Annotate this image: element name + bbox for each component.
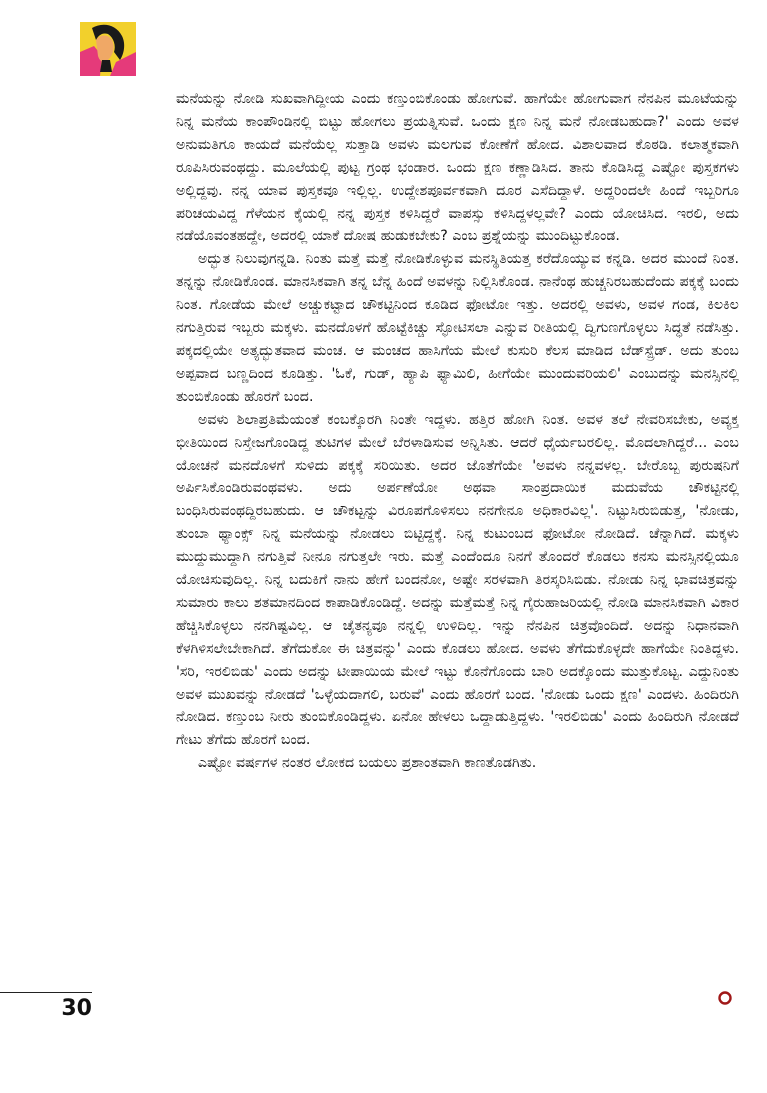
paragraph-3: ಅವಳು ಶಿಲಾಪ್ರತಿಮೆಯಂತೆ ಕಂಬಕ್ಕೊರಗಿ ನಿಂತೇ ಇದ್ದಳು. ಹತ್ತಿರ ಹೋಗಿ ನಿಂತ. ಅವಳ ತಲೆ ನೇವರಿಸಬೇಕು, ಅವ್ಯಕ್ತ ಭೀತಿಯಿಂದ ನಿಸ್ತೇಜಗೊಂಡಿದ್ದ ತುಟಿಗಳ ಮೇಲೆ ಬೆರಳಾಡಿಸುವ ಅನ್ನಿಸಿತು. ಆದರೆ ಧೈರ್ಯಬರಲಿಲ್ಲ. ಮೊದಲಾಗಿದ್ದರೆ... ಎಂಬ ಯೋಚನೆ ಮನದೊಳಗೆ ಸುಳಿದು ಪಕ್ಕಕ್ಕೆ ಸರಿಯಿತು. ಅದರ ಜೊತೆಗೆಯೇ 'ಅವಳು ನನ್ನವಳಲ್ಲ. ಬೇರೊಬ್ಬ ಪುರುಷನಿಗೆ ಅರ್ಪಿಸಿಕೊಂಡಿರುವಂಥವಳು. ಅದು ಅರ್ಪಣೆಯೋ ಅಥವಾ ಸಾಂಪ್ರದಾಯಿಕ ಮದುವೆಯ ಚೌಕಟ್ಟಿನಲ್ಲಿ ಬಂಧಿಸಿರುವಂಥದ್ದಿರಬಹುದು. ಆ ಚೌಕಟ್ಟನ್ನು ವಿರೂಪಗೊಳಿಸಲು ನನಗೇನೂ ಅಧಿಕಾರವಿಲ್ಲ'. ನಿಟ್ಟುಸಿರುಬಿಡುತ್ತ, 'ನೋಡು, ತುಂಬಾ ಥ್ಯಾಂಕ್ಸ್ ನಿನ್ನ ಮನೆಯನ್ನು ನೋಡಲು ಬಿಟ್ಟಿದ್ದಕ್ಕೆ. ನಿನ್ನ ಕುಟುಂಬದ ಫೋಟೋ ನೋಡಿದೆ. ಚೆನ್ನಾಗಿದೆ. ಮಕ್ಕಳು ಮುದ್ದುಮುದ್ದಾಗಿ ನಗುತ್ತಿವೆ ನೀನೂ ನಗುತ್ತಲೇ ಇರು. ಮತ್ತೆ ಎಂದೆಂದೂ ನಿನಗೆ ತೊಂದರೆ ಕೊಡಲು ಕನಸು ಮನಸ್ಸಿನಲ್ಲಿಯೂ ಯೋಚಿಸುವುದಿಲ್ಲ. ನಿನ್ನ ಬದುಕಿಗೆ ನಾನು ಹೇಗೆ ಬಂದನೋ, ಅಷ್ಟೇ ಸರಳವಾಗಿ ತಿರಸ್ಕರಿಸಿಬಿಡು. ನೋಡು ನಿನ್ನ ಭಾವಚಿತ್ರವನ್ನು ಸುಮಾರು ಕಾಲು ಶತಮಾನದಿಂದ ಕಾಪಾಡಿಕೊಂಡಿದ್ದೆ. ಅದನ್ನು ಮತ್ತೆಮತ್ತೆ ನಿನ್ನ ಗೈರುಹಾಜರಿಯಲ್ಲಿ ನೋಡಿ ಮಾನಸಿಕವಾಗಿ ವಿಕಾರ ಹೆಚ್ಚಿಸಿಕೊಳ್ಳಲು ನನಗಿಷ್ಟವಿಲ್ಲ. ಆ ಚೈತನ್ಯವೂ ನನ್ನಲ್ಲಿ ಉಳಿದಿಲ್ಲ. ಇನ್ನು ನೆನಪಿನ ಚಿತ್ರವೊಂದಿದೆ. ಅದನ್ನು ನಿಧಾನವಾಗಿ ಕೆಳಗಿಳಿಸಲೇಬೇಕಾಗಿದೆ. ತೆಗೆದುಕೋ ಈ ಚಿತ್ರವನ್ನು' ಎಂದು ಕೊಡಲು ಹೋದ. ಅವಳು ತೆಗೆದುಕೊಳ್ಳದೇ ಹಾಗೆಯೇ ನಿಂತಿದ್ದಳು. 'ಸರಿ, ಇರಲಿಬಿಡು' ಎಂದು ಅದನ್ನು ಟೀಪಾಯಿಯ ಮೇಲೆ ಇಟ್ಟು ಕೊನೆಗೊಂದು ಬಾರಿ ಅದಕ್ಕೊಂದು ಮುತ್ತುಕೊಟ್ಟ. ಎದ್ದುನಿಂತು ಅವಳ ಮುಖವನ್ನು ನೋಡದೆ 'ಒಳ್ಳೆಯದಾಗಲಿ, ಬರುವೆ' ಎಂದು ಹೊರಗೆ ಬಂದ. 'ನೋಡು ಒಂದು ಕ್ಷಣ' ಎಂದಳು. ಹಿಂದಿರುಗಿ ನೋಡಿದ. ಕಣ್ತುಂಬ ನೀರು ತುಂಬಿಕೊಂಡಿದ್ದಳು. ಏನೋ ಹೇಳಲು ಒದ್ದಾಡುತ್ತಿದ್ದಳು. 'ಇರಲಿಬಿಡು' ಎಂದು ಹಿಂದಿರುಗಿ ನೋಡದೆ ಗೇಟು ತೆಗೆದು ಹೊರಗೆ ಬಂದ. (176, 411, 739, 749)
paragraph-4: ಎಷ್ಟೋ ವರ್ಷಗಳ ನಂತರ ಲೋಕದ ಬಯಲು ಪ್ರಶಾಂತವಾಗಿ ಕಾಣತೊಡಗಿತು. (198, 755, 537, 772)
logo-graphic (80, 22, 136, 76)
end-mark-icon (717, 990, 733, 1006)
paragraph-2: ಅದ್ಭುತ ನಿಲುವುಗನ್ನಡಿ. ನಿಂತು ಮತ್ತೆ ಮತ್ತೆ ನೋಡಿಕೊಳ್ಳುವ ಮನಸ್ಥಿತಿಯತ್ತ ಕರೆದೊಯ್ಯುವ ಕನ್ನಡಿ. ಅದರ ಮುಂದೆ ನಿಂತ. ತನ್ನನ್ನು ನೋಡಿಕೊಂಡ. ಮಾನಸಿಕವಾಗಿ ತನ್ನ ಬೆನ್ನ ಹಿಂದೆ ಅವಳನ್ನು ನಿಲ್ಲಿಸಿಕೊಂಡ. ನಾನೆಂಥ ಹುಚ್ಚನಿರಬಹುದೆಂದು ಪಕ್ಕಕ್ಕೆ ಬಂದು ನಿಂತ. ಗೋಡೆಯ ಮೇಲೆ ಅಚ್ಚುಕಟ್ಟಾದ ಚೌಕಟ್ಟಿನಿಂದ ಕೂಡಿದ ಫೋಟೋ ಇತ್ತು. ಅದರಲ್ಲಿ ಅವಳು, ಅವಳ ಗಂಡ, ಕಿಲಕಿಲ ನಗುತ್ತಿರುವ ಇಬ್ಬರು ಮಕ್ಕಳು. ಮನದೊಳಗೆ ಹೊಟ್ಟೆಕಿಚ್ಚು ಸ್ಫೋಟಿಸಲಾ ಎನ್ನುವ ರೀತಿಯಲ್ಲಿ ದ್ವಿಗುಣಗೊಳ್ಳಲು ಸಿದ್ಧತೆ ನಡೆಸಿತ್ತು. ಪಕ್ಕದಲ್ಲಿಯೇ ಅತ್ಯದ್ಭುತವಾದ ಮಂಚ. ಆ ಮಂಚದ ಹಾಸಿಗೆಯ ಮೇಲೆ ಕುಸುರಿ ಕೆಲಸ ಮಾಡಿದ ಬೆಡ್‌ಸ್ಪ್ರೆಡ್. ಅದು ತುಂಬ ಅಪ್ಪವಾದ ಬಣ್ಣದಿಂದ ಕೂಡಿತ್ತು. 'ಓಕೆ, ಗುಡ್, ಹ್ಯಾಪಿ ಫ್ಯಾಮಿಲಿ, ಹೀಗೆಯೇ ಮುಂದುವರಿಯಲಿ' ಎಂಬುದನ್ನು ಮನಸ್ಸಿನಲ್ಲಿ ತುಂಬಿಕೊಂಡು ಹೊರಗೆ ಬಂದ. (176, 251, 739, 405)
end-mark-graphic (717, 990, 733, 1006)
page-number: 30 (61, 996, 92, 1021)
paragraph-1: ಮನೆಯನ್ನು ನೋಡಿ ಸುಖವಾಗಿದ್ದೀಯ ಎಂದು ಕಣ್ತುಂಬಿಕೊಂಡು ಹೋಗುವೆ. ಹಾಗೆಯೇ ಹೋಗುವಾಗ ನೆನಪಿನ ಮೂಟೆಯನ್ನು ನಿನ್ನ ಮನೆಯ ಕಾಂಪೌಂಡಿನಲ್ಲಿ ಬಿಟ್ಟು ಹೋಗಲು ಪ್ರಯತ್ನಿಸುವೆ. ಒಂದು ಕ್ಷಣ ನಿನ್ನ ಮನೆ ನೋಡಬಹುದಾ?' ಎಂದು ಅವಳ ಅನುಮತಿಗೂ ಕಾಯದೆ ಮನೆಯೆಲ್ಲ ಸುತ್ತಾಡಿ ಅವಳು ಮಲಗುವ ಕೋಣೆಗೆ ಹೋದ. ವಿಶಾಲವಾದ ಕೊಠಡಿ. ಕಲಾತ್ಮಕವಾಗಿ ರೂಪಿಸಿರುವಂಥದ್ದು. ಮೂಲೆಯಲ್ಲಿ ಪುಟ್ಟ ಗ್ರಂಥ ಭಂಡಾರ. ಒಂದು ಕ್ಷಣ ಕಣ್ಣಾಡಿಸಿದ. ತಾನು ಕೊಡಿಸಿದ್ದ ಎಷ್ಟೋ ಪುಸ್ತಕಗಳು ಅಲ್ಲಿದ್ದವು. ನನ್ನ ಯಾವ ಪುಸ್ತಕವೂ ಇಲ್ಲಿಲ್ಲ. ಉದ್ದೇಶಪೂರ್ವಕವಾಗಿ ದೂರ ಎಸೆದಿದ್ದಾಳೆ. ಅದ್ದರಿಂದಲೇ ಹಿಂದೆ ಇಬ್ಬರಿಗೂ ಪರಿಚಯವಿದ್ದ ಗೆಳೆಯನ ಕೈಯಲ್ಲಿ ನನ್ನ ಪುಸ್ತಕ ಕಳಿಸಿದ್ದರೆ ವಾಪಸ್ಸು ಕಳಿಸಿದ್ದಳಲ್ಲವೇ? ಎಂದು ಯೋಚಿಸಿದ. ಇರಲಿ, ಅದು ನಡೆಯೊವಂತಹದ್ದೇ, ಅದರಲ್ಲಿ ಯಾಕೆ ದೋಷ ಹುಡುಕಬೇಕು? ಎಂಬ ಪ್ರಶ್ನೆಯನ್ನು ಮುಂದಿಟ್ಟುಕೊಂಡ. (176, 91, 739, 245)
footer-rule (0, 992, 92, 993)
logo-icon (80, 22, 136, 76)
end-mark-ring (720, 993, 731, 1004)
logo-neck-shape (100, 60, 112, 72)
article-body (176, 88, 739, 775)
